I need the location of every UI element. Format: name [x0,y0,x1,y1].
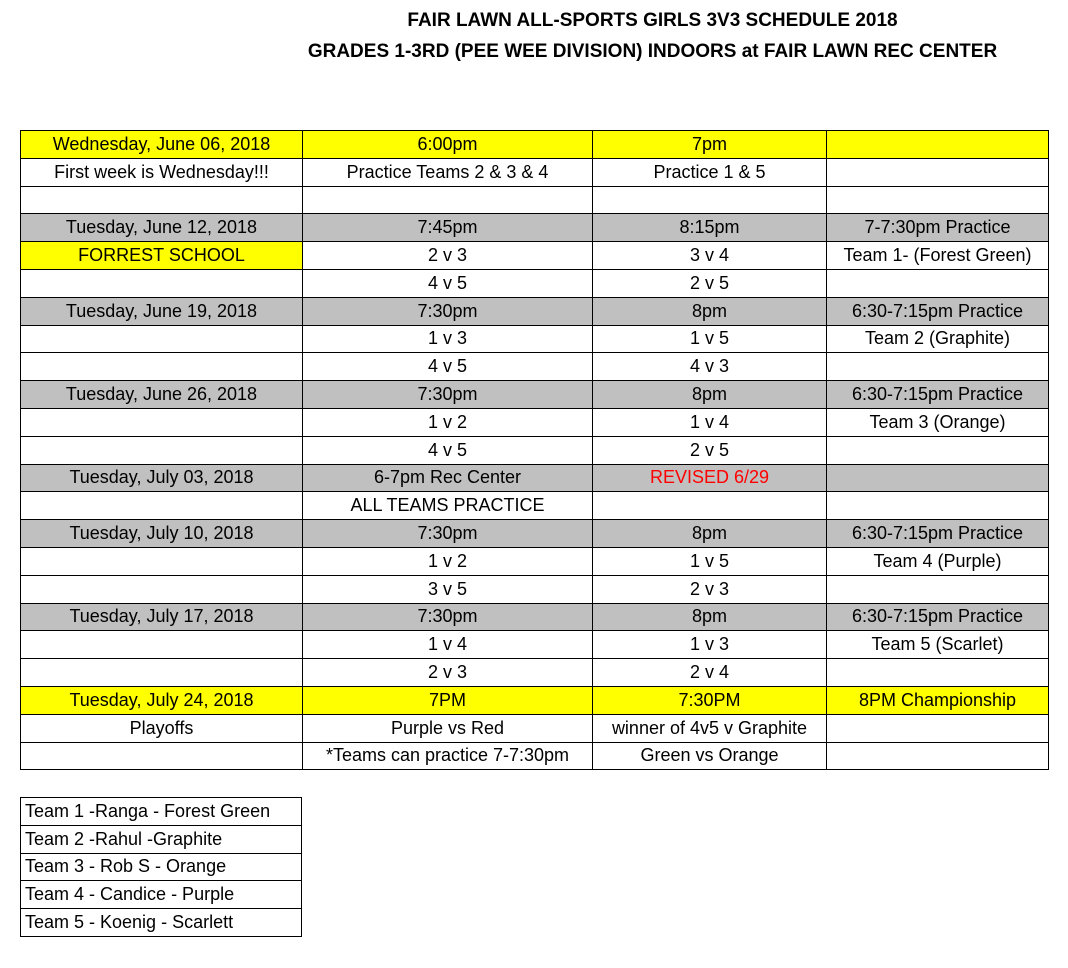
time-cell: 6:00pm [303,131,593,159]
game-cell: Purple vs Red [303,714,593,742]
practice-cell [827,492,1049,520]
date-cell: Tuesday, June 19, 2018 [21,297,303,325]
empty-cell [303,186,593,214]
game-cell: 2 v 3 [303,242,593,270]
note-cell [21,436,303,464]
note-cell: First week is Wednesday!!! [21,158,303,186]
note-cell [21,742,303,770]
note-cell [21,269,303,297]
practice-cell [827,575,1049,603]
game-cell: 2 v 5 [593,269,827,297]
game-cell: 1 v 3 [593,631,827,659]
practice-cell: 8PM Championship [827,686,1049,714]
game-cell: Green vs Orange [593,742,827,770]
practice-cell [827,158,1049,186]
practice-cell: Team 2 (Graphite) [827,325,1049,353]
practice-cell [827,269,1049,297]
team-entry: Team 4 - Candice - Purple [21,881,302,909]
game-cell: 2 v 4 [593,659,827,687]
date-cell: Tuesday, July 03, 2018 [21,464,303,492]
table-row [21,297,1049,325]
table-row [21,547,1049,575]
game-cell: 1 v 4 [303,631,593,659]
table-row [21,853,302,881]
table-row [21,492,1049,520]
time-cell: 8pm [593,520,827,548]
time-cell: 7:30PM [593,686,827,714]
practice-cell [827,742,1049,770]
time-cell: 8:15pm [593,214,827,242]
game-cell: winner of 4v5 v Graphite [593,714,827,742]
practice-cell: Team 5 (Scarlet) [827,631,1049,659]
time-cell: 7:45pm [303,214,593,242]
note-cell: Playoffs [21,714,303,742]
time-cell: 7:30pm [303,381,593,409]
game-cell: *Teams can practice 7-7:30pm [303,742,593,770]
game-cell: Practice Teams 2 & 3 & 4 [303,158,593,186]
game-cell: 4 v 5 [303,269,593,297]
table-row [21,436,1049,464]
table-row [21,742,1049,770]
table-row [21,686,1049,714]
game-cell: 3 v 4 [593,242,827,270]
date-cell: Tuesday, June 12, 2018 [21,214,303,242]
table-row [21,798,302,826]
note-cell [21,575,303,603]
team-roster-table [20,797,302,937]
practice-cell: Team 4 (Purple) [827,547,1049,575]
date-cell: Tuesday, July 17, 2018 [21,603,303,631]
practice-cell [827,659,1049,687]
game-cell: 2 v 3 [593,575,827,603]
practice-cell [827,464,1049,492]
game-cell: ALL TEAMS PRACTICE [303,492,593,520]
time-cell: 8pm [593,381,827,409]
revised-note: REVISED 6/29 [593,464,827,492]
time-cell: 7:30pm [303,520,593,548]
game-cell: 2 v 3 [303,659,593,687]
time-cell: 8pm [593,297,827,325]
note-cell [21,353,303,381]
table-row [21,575,1049,603]
table-row [21,242,1049,270]
practice-cell: 6:30-7:15pm Practice [827,520,1049,548]
table-row [21,520,1049,548]
practice-cell: 7-7:30pm Practice [827,214,1049,242]
page-title: FAIR LAWN ALL-SPORTS GIRLS 3V3 SCHEDULE 2018 [407,10,898,31]
team-entry: Team 1 -Ranga - Forest Green [21,798,302,826]
game-cell: 1 v 4 [593,408,827,436]
time-cell: 7pm [593,131,827,159]
practice-cell: 6:30-7:15pm Practice [827,297,1049,325]
empty-cell [21,186,303,214]
note-cell [21,631,303,659]
practice-cell: Team 1- (Forest Green) [827,242,1049,270]
practice-cell: 6:30-7:15pm Practice [827,381,1049,409]
game-cell [593,492,827,520]
empty-cell [593,186,827,214]
game-cell: 1 v 2 [303,547,593,575]
game-cell: 4 v 5 [303,436,593,464]
team-entry: Team 2 -Rahul -Graphite [21,825,302,853]
date-cell: Tuesday, June 26, 2018 [21,381,303,409]
table-row [21,131,1049,159]
table-row [21,158,1049,186]
note-cell [21,492,303,520]
game-cell: 2 v 5 [593,436,827,464]
game-cell: 1 v 5 [593,325,827,353]
game-cell: 1 v 5 [593,547,827,575]
table-row [21,881,302,909]
game-cell: 3 v 5 [303,575,593,603]
table-row [21,825,302,853]
practice-cell: 6:30-7:15pm Practice [827,603,1049,631]
practice-cell [827,436,1049,464]
practice-cell [827,131,1049,159]
schedule-table [20,130,1049,770]
location-cell: FORREST SCHOOL [21,242,303,270]
date-cell: Tuesday, July 10, 2018 [21,520,303,548]
game-cell: 1 v 2 [303,408,593,436]
note-cell [21,659,303,687]
team-entry: Team 3 - Rob S - Orange [21,853,302,881]
time-cell: 7:30pm [303,603,593,631]
note-cell [21,547,303,575]
practice-cell [827,353,1049,381]
table-row [21,381,1049,409]
page-subtitle: GRADES 1-3RD (PEE WEE DIVISION) INDOORS at FAIR LAWN REC CENTER [307,41,998,62]
practice-cell [827,714,1049,742]
time-cell: 7:30pm [303,297,593,325]
table-row [21,353,1049,381]
note-cell [21,325,303,353]
game-cell: 4 v 5 [303,353,593,381]
note-cell [21,408,303,436]
table-row [21,603,1049,631]
time-cell: 6-7pm Rec Center [303,464,593,492]
table-row [21,909,302,937]
table-row [21,714,1049,742]
time-cell: 8pm [593,603,827,631]
game-cell: 4 v 3 [593,353,827,381]
team-entry: Team 5 - Koenig - Scarlett [21,909,302,937]
game-cell: Practice 1 & 5 [593,158,827,186]
empty-cell [827,186,1049,214]
table-row [21,186,1049,214]
date-cell: Wednesday, June 06, 2018 [21,131,303,159]
time-cell: 7PM [303,686,593,714]
table-row [21,214,1049,242]
table-row [21,464,1049,492]
game-cell: 1 v 3 [303,325,593,353]
practice-cell: Team 3 (Orange) [827,408,1049,436]
table-row [21,659,1049,687]
table-row [21,408,1049,436]
table-row [21,325,1049,353]
table-row [21,631,1049,659]
date-cell: Tuesday, July 24, 2018 [21,686,303,714]
table-row [21,269,1049,297]
